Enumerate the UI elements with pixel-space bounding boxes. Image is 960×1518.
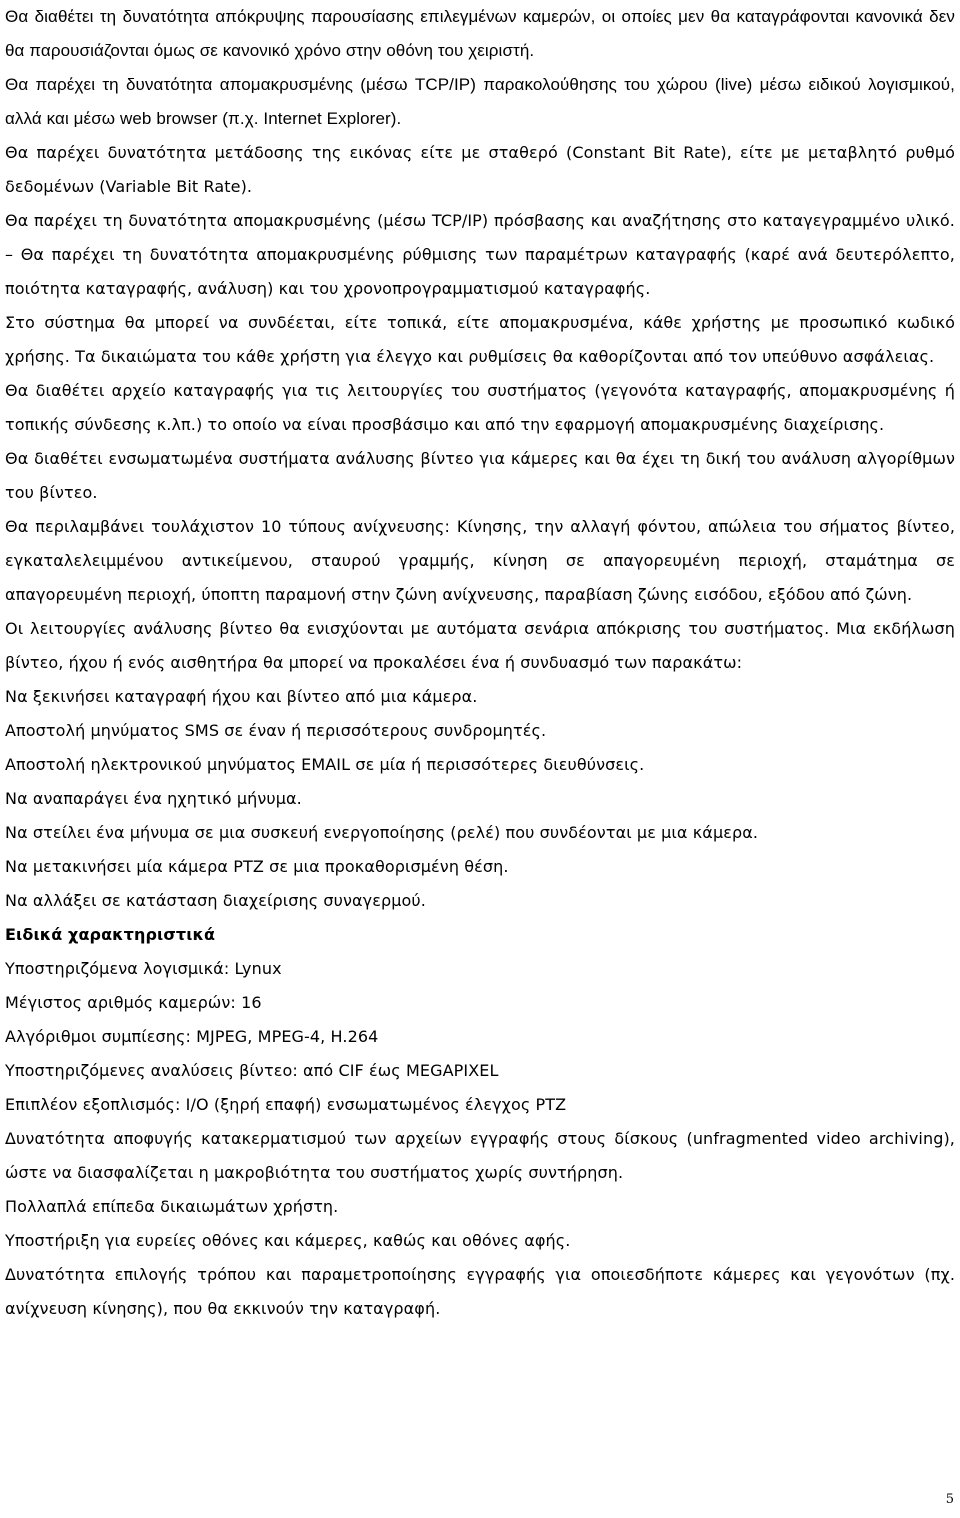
spec-item: Υποστήριξη για ευρείες οθόνες και κάμερες, καθώς και οθόνες αφής. — [5, 1231, 571, 1250]
document-page — [5, 0, 955, 1326]
action-item: Να μετακινήσει μία κάμερα PTZ σε μια προκαθορισμένη θέση. — [5, 857, 509, 876]
spec-item: Δυνατότητα επιλογής τρόπου και παραμετροποίησης εγγραφής για οποιεσδήποτε κάμερες και γεγονότων (πχ. ανίχνευση κίνησης), που θα εκκινούν την καταγραφή. — [5, 1265, 955, 1318]
paragraph-remote-monitoring: Θα παρέχει τη δυνατότητα απομακρυσμένης (μέσω TCP/IP) παρακολούθησης του χώρου (live) μέσω ειδικού λογισμικού, αλλά και μέσω web browser (π.χ. Internet Explorer). — [5, 75, 955, 128]
action-item: Αποστολή μηνύματος SMS σε έναν ή περισσότερους συνδρομητές. — [5, 721, 547, 740]
page-number: 5 — [945, 1492, 954, 1507]
spec-item: Υποστηριζόμενες αναλύσεις βίντεο: από CIF έως MEGAPIXEL — [5, 1061, 499, 1080]
spec-item: Πολλαπλά επίπεδα δικαιωμάτων χρήστη. — [5, 1197, 339, 1216]
paragraph-remote-access: Θα παρέχει τη δυνατότητα απομακρυσμένης (μέσω TCP/IP) πρόσβασης και αναζήτησης στο καταγεγραμμένο υλικό. – Θα παρέχει τη δυνατότητα απομακρυσμένης ρύθμισης των παραμέτρων καταγραφής (καρέ ανά δευτερόλεπτο, ποιότητα καταγραφής, ανάλυση) και του χρονοπρογραμματισμού καταγραφής. — [5, 211, 955, 298]
paragraph-hide-cameras: Θα διαθέτει τη δυνατότητα απόκρυψης παρουσίασης επιλεγμένων καμερών, οι οποίες μεν θα καταγράφονται κανονικά δεν θα παρουσιάζονται όμως σε κανονικό χρόνο στην οθόνη του χειριστή. — [5, 7, 955, 60]
paragraph-detection-types: Θα περιλαμβάνει τουλάχιστον 10 τύπους ανίχνευσης: Κίνησης, την αλλαγή φόντου, απώλεια του σήματος βίντεο, εγκαταλελειμμένου αντικείμενου, σταυρού γραμμής, κίνηση σε απαγορευμένη περιοχή, σταμάτημα σε απαγορευμένη περιοχή, ύποπτη παραμονή στην ζώνη ανίχνευσης, παραβίαση ζώνης εισόδου, εξόδου από ζώνη. — [5, 517, 955, 604]
action-item: Να ξεκινήσει καταγραφή ήχου και βίντεο από μια κάμερα. — [5, 687, 478, 706]
spec-item: Επιπλέον εξοπλισμός: I/O (ξηρή επαφή) ενσωματωμένος έλεγχος PTZ — [5, 1095, 567, 1114]
spec-item: Αλγόριθμοι συμπίεσης: MJPEG, MPEG-4, H.264 — [5, 1027, 379, 1046]
spec-item: Μέγιστος αριθμός καμερών: 16 — [5, 993, 262, 1012]
spec-item: Δυνατότητα αποφυγής κατακερματισμού των αρχείων εγγραφής στους δίσκους (unfragmented video archiving), ώστε να διασφαλίζεται η μακροβιότητα του συστήματος χωρίς συντήρηση. — [5, 1129, 955, 1182]
paragraph-response-scenarios: Οι λειτουργίες ανάλυσης βίντεο θα ενισχύονται με αυτόματα σενάρια απόκρισης του συστήματος. Μια εκδήλωση βίντεο, ήχου ή ενός αισθητήρα θα μπορεί να προκαλέσει ένα ή συνδυασμό των παρακάτω: — [5, 619, 955, 672]
section-heading: Ειδικά χαρακτηριστικά — [5, 925, 216, 944]
action-item: Να αλλάξει σε κατάσταση διαχείρισης συναγερμού. — [5, 891, 426, 910]
spec-item: Υποστηριζόμενα λογισμικά: Lynux — [5, 959, 282, 978]
paragraph-video-analytics: Θα διαθέτει ενσωματωμένα συστήματα ανάλυσης βίντεο για κάμερες και θα έχει τη δική του ανάλυση αλγορίθμων του βίντεο. — [5, 449, 955, 502]
action-item: Να αναπαράγει ένα ηχητικό μήνυμα. — [5, 789, 302, 808]
action-item: Να στείλει ένα μήνυμα σε μια συσκευή ενεργοποίησης (ρελέ) που συνδέονται με μια κάμερα. — [5, 823, 759, 842]
paragraph-event-log: Θα διαθέτει αρχείο καταγραφής για τις λειτουργίες του συστήματος (γεγονότα καταγραφής, απομακρυσμένης ή τοπικής σύνδεσης κ.λπ.) το οποίο να είναι προσβάσιμο και από την εφαρμογή απομακρυσμένης διαχείρισης. — [5, 381, 955, 434]
paragraph-user-login: Στο σύστημα θα μπορεί να συνδέεται, είτε τοπικά, είτε απομακρυσμένα, κάθε χρήστης με προσωπικό κωδικό χρήσης. Τα δικαιώματα του κάθε χρήστη για έλεγχο και ρυθμίσεις θα καθορίζονται από τον υπεύθυνο ασφάλειας. — [5, 313, 955, 366]
action-item: Αποστολή ηλεκτρονικού μηνύματος EMAIL σε μία ή περισσότερες διευθύνσεις. — [5, 755, 645, 774]
paragraph-bitrate: Θα παρέχει δυνατότητα μετάδοσης της εικόνας είτε με σταθερό (Constant Bit Rate), είτε με μεταβλητό ρυθμό δεδομένων (Variable Bit Rate). — [5, 143, 955, 196]
